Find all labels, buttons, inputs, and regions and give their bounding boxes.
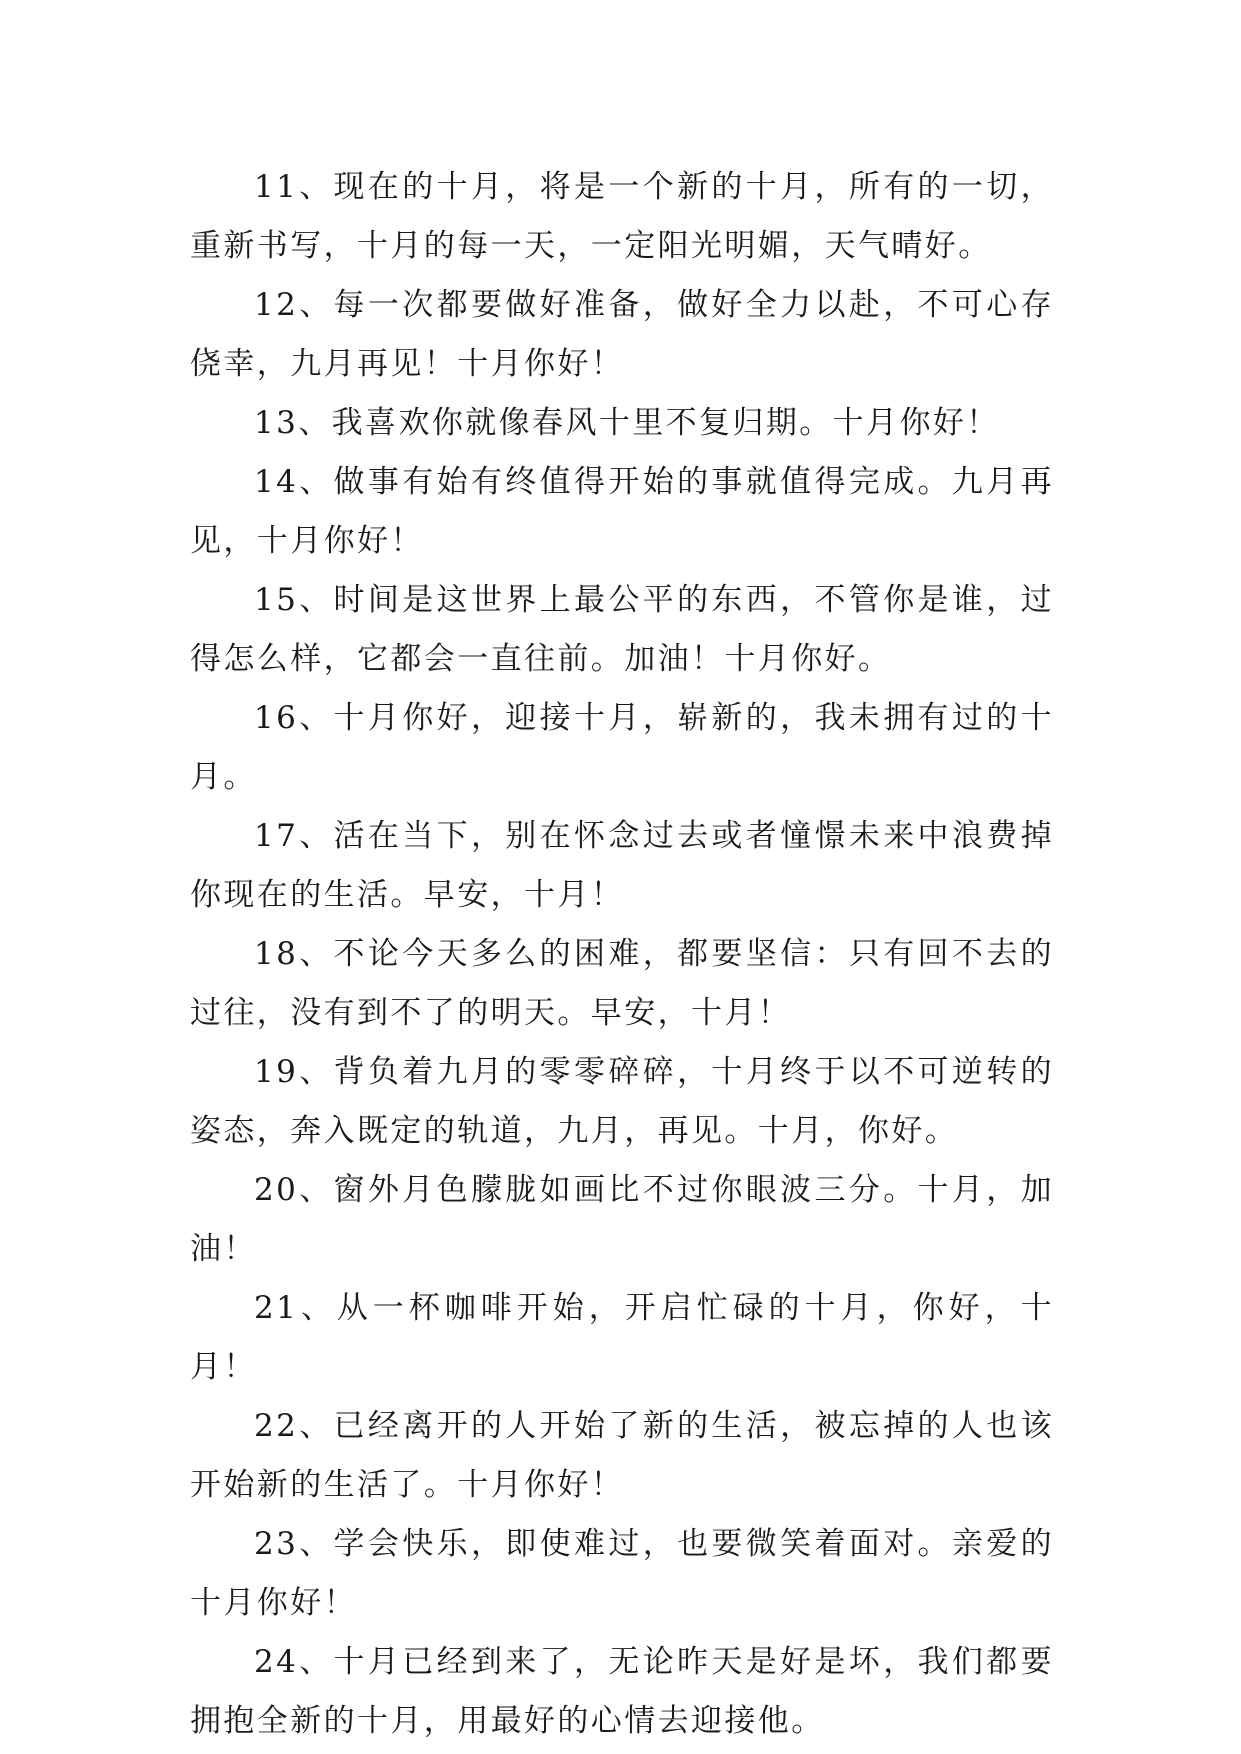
paragraph-19: 19、背负着九月的零零碎碎，十月终于以不可逆转的姿态，奔入既定的轨道，九月，再见。十月，你好。 — [190, 1054, 1054, 1149]
paragraph-23: 23、学会快乐，即使难过，也要微笑着面对。亲爱的十月你好！ — [190, 1526, 1054, 1621]
paragraph-22: 22、已经离开的人开始了新的生活，被忘掉的人也该开始新的生活了。十月你好！ — [190, 1408, 1054, 1503]
document-body — [190, 158, 1054, 1751]
paragraph-11: 11、现在的十月，将是一个新的十月，所有的一切，重新书写，十月的每一天，一定阳光明媚，天气晴好。 — [190, 169, 1054, 264]
paragraph-20: 20、窗外月色朦胧如画比不过你眼波三分。十月，加油！ — [190, 1172, 1054, 1267]
paragraph-12: 12、每一次都要做好准备，做好全力以赴，不可心存侥幸，九月再见！十月你好！ — [190, 287, 1054, 382]
paragraph-14: 14、做事有始有终值得开始的事就值得完成。九月再见，十月你好！ — [190, 464, 1054, 559]
paragraph-17: 17、活在当下，别在怀念过去或者憧憬未来中浪费掉你现在的生活。早安，十月！ — [190, 818, 1054, 913]
paragraph-13: 13、我喜欢你就像春风十里不复归期。十月你好！ — [254, 405, 1000, 441]
paragraph-16: 16、十月你好，迎接十月，崭新的，我未拥有过的十月。 — [190, 700, 1054, 795]
paragraph-15: 15、时间是这世界上最公平的东西，不管你是谁，过得怎么样，它都会一直往前。加油！十月你好。 — [190, 582, 1054, 677]
paragraph-21: 21、从一杯咖啡开始，开启忙碌的十月，你好，十月！ — [190, 1290, 1054, 1385]
paragraph-18: 18、不论今天多么的困难，都要坚信：只有回不去的过往，没有到不了的明天。早安，十月！ — [190, 936, 1054, 1031]
paragraph-24: 24、十月已经到来了，无论昨天是好是坏，我们都要拥抱全新的十月，用最好的心情去迎接他。 — [190, 1644, 1054, 1739]
